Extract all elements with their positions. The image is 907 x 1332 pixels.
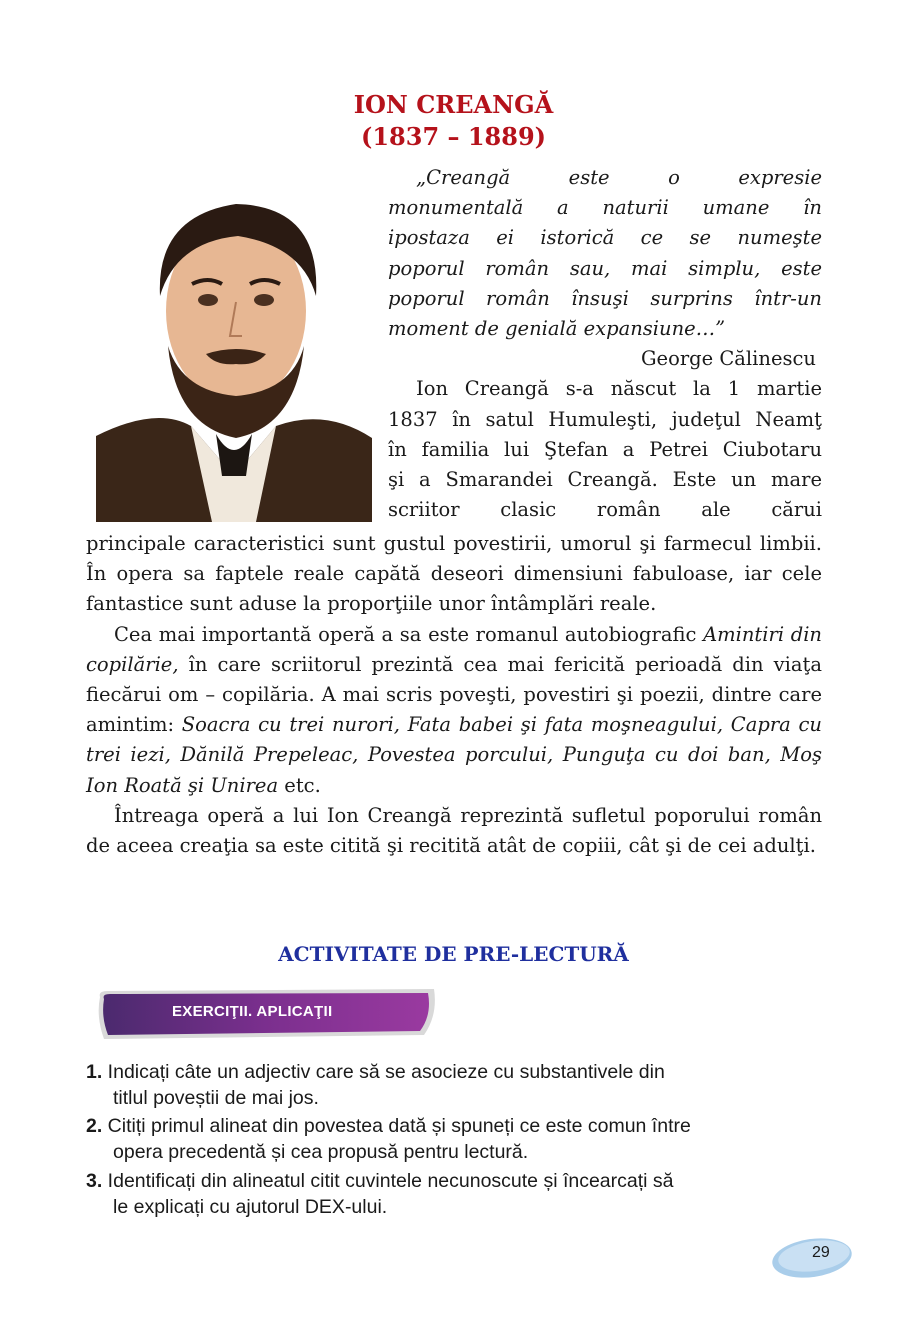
author-portrait-image [96,176,372,522]
quote-line: poporul român însuşi surprins într-un [388,286,822,310]
paragraph-works: Cea mai importantă operă a sa este romanul autobiografic Amintiri din copilărie, în care scriitorul prezintă cea mai fericită perioadă din viaţa fiecărui om – copilăria. A mai scris poveşti, povestiri şi poezii, dintre care amintim: Soacra cu trei nurori, Fata babei şi fata moşneagului, Capra cu trei iezi, Dănilă Prepeleac, Povestea porcului, Punguţa cu doi ban, Moş Ion Roată şi Unirea etc. [86,622,822,797]
body-text [86,529,822,861]
bio-line: Ion Creangă s-a născut la 1 martie [416,377,822,401]
exercise-number: 3. [86,1170,103,1192]
quote-line: monumentală a naturii umane în [388,196,822,220]
bio-line: scriitor clasic român ale cărui [388,498,822,522]
exercise-number: 2. [86,1115,103,1137]
quote-line: „Creangă este o expresie [416,166,822,189]
exercise-item: 3. Identificați din alineatul citit cuvintele necunoscute și încearcați să le explicați cu ajutorul DEX-ului. [86,1170,674,1218]
quote-author: George Călinescu [640,347,816,371]
quote-line: poporul român sau, mai simplu, este [388,256,822,280]
bio-line: şi a Smarandei Creangă. Este un mare [388,468,822,492]
activity-heading: ACTIVITATE DE PRE-LECTURĂ [278,942,629,966]
banner-label: EXERCIŢII. APLICAŢII [172,1003,333,1020]
exercise-item: 2. Citiți primul alineat din povestea dată și spuneți ce este comun între opera precedentă și cea propusă pentru lectură. [86,1115,691,1163]
author-years: (1837 – 1889) [360,122,546,151]
bio-continuation: principale caracteristici sunt gustul povestirii, umorul şi farmecul limbii. În opera sa faptele reale capătă deseori dimensiuni fabuloase, iar cele fantastice sunt aduse la proporţiile unor întâmplări reale. [86,532,822,616]
intro-column [388,163,822,525]
page-number: 29 [812,1244,830,1261]
paragraph-legacy: Întreaga operă a lui Ion Creangă reprezintă sufletul poporului român de aceea creaţia sa este citită şi recitită atât de copiii, cât şi de cei adulţi. [86,803,822,858]
bio-line: 1837 în satul Humuleşti, judeţul Neamţ [388,407,822,431]
quote-line: moment de genială expansiune…” [388,317,726,341]
quote-line: ipostaza ei istorică ce se numeşte [388,226,822,250]
author-name-title: ION CREANGĂ [353,90,554,119]
bio-line: în familia lui Ştefan a Petrei Ciubotaru [388,437,822,461]
exercise-item: 1. Indicați câte un adjectiv care să se asocieze cu substantivele din titlul poveștii de mai jos. [86,1061,665,1109]
exercise-number: 1. [86,1061,103,1083]
